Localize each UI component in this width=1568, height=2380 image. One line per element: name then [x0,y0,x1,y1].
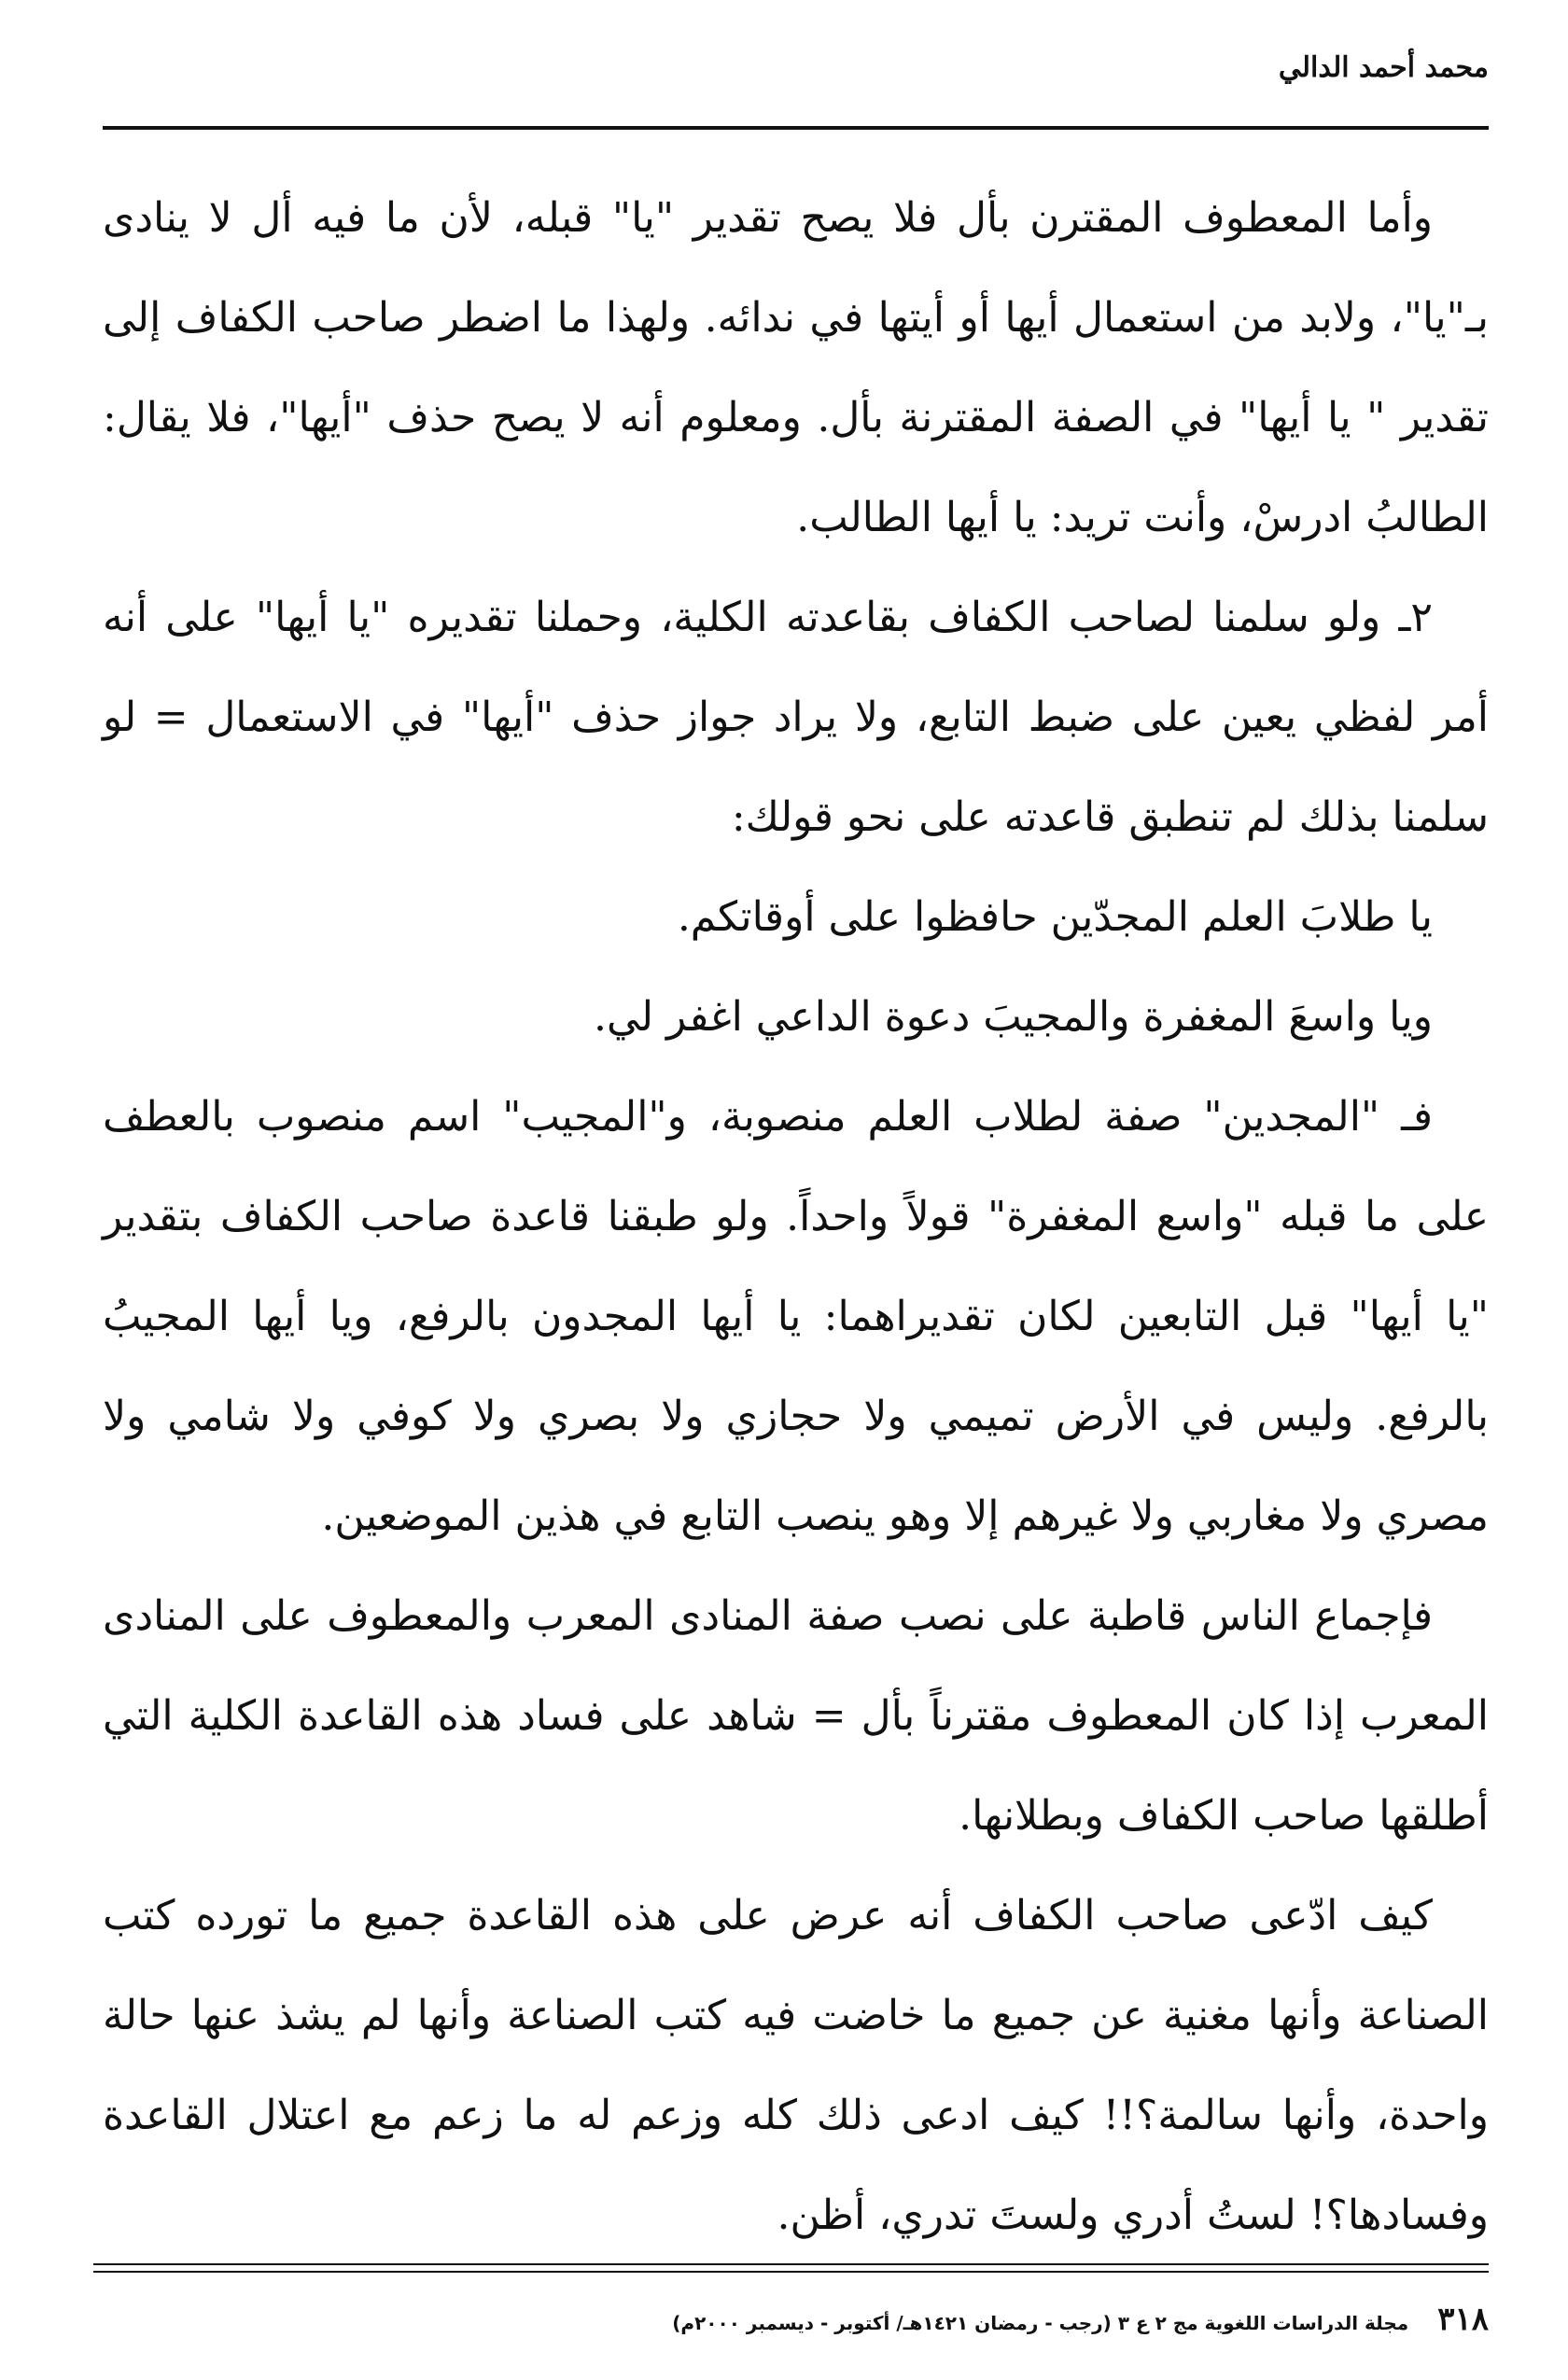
footer-rule-bottom [93,2271,1489,2273]
page-footer [672,2301,1489,2338]
footer-rule-top [93,2263,1489,2265]
paragraph-5: كيف ادّعى صاحب الكفاف أنه عرض على هذه القاعدة جميع ما تورده كتب الصناعة وأنها مغنية عن جميع ما خاضت فيه كتب الصناعة وأنها لم يشذ عنها حالة واحدة، وأنها سالمة؟!! كيف ادعى ذلك كله وزعم له ما زعم مع اعتلال القاعدة وفسادها؟! لستُ أدري ولستَ تدري، أظن. [103,1892,1490,2239]
article-body [103,168,1489,2265]
paragraph-2: ٢ـ ولو سلمنا لصاحب الكفاف بقاعدته الكلية، وحملنا تقديره "يا أيها" على أنه أمر لفظي يعين على ضبط التابع، ولا يراد جواز حذف "أيها" في الاستعمال = لو سلمنا بذلك لم تنطبق قاعدته على نحو قولك: [103,594,1489,841]
paragraph-3: فـ "المجدين" صفة لطلاب العلم منصوبة، و"المجيب" اسم منصوب بالعطف على ما قبله "واسع المغفرة" قولاً واحداً. ولو طبقنا قاعدة صاحب الكفاف بتقدير "يا أيها" قبل التابعين لكان تقديراهما: يا أيها المجدون بالرفع، ويا أيها المجيبُ بالرفع. وليس في الأرض تميمي ولا حجازي ولا بصري ولا كوفي ولا شامي ولا مصري ولا مغاربي ولا غيرهم إلا وهو ينصب التابع في هذين الموضعين. [103,1093,1489,1540]
running-header-author: محمد أحمد الدالي [1278,51,1489,84]
page-number: ٣١٨ [1437,2301,1489,2338]
example-line-1: يا طلابَ العلم المجدّين حافظوا على أوقاتكم. [677,893,1433,941]
example-line-2: ويا واسعَ المغفرة والمجيبَ دعوة الداعي اغفر لي. [594,993,1433,1041]
journal-citation: مجلة الدراسات اللغوية مج ٢ ع ٣ (رجب - رمضان ١٤٢١هـ/ أكتوبر - ديسمبر ٢٠٠٠م) [672,2312,1409,2334]
paragraph-4: فإجماع الناس قاطبة على نصب صفة المنادى المعرب والمعطوف على المنادى المعرب إذا كان المعطوف مقترناً بأل = شاهد على فساد هذه القاعدة الكلية التي أطلقها صاحب الكفاف وبطلانها. [103,1592,1489,1840]
paragraph-1: وأما المعطوف المقترن بأل فلا يصح تقدير "يا" قبله، لأن ما فيه أل لا ينادى بـ"يا"، ولابد من استعمال أيها أو أيتها في ندائه. ولهذا ما اضطر صاحب الكفاف إلى تقدير " يا أيها" في الصفة المقترنة بأل. ومعلوم أنه لا يصح حذف "أيها"، فلا يقال: الطالبُ ادرسْ، وأنت تريد: يا أيها الطالب. [103,194,1489,541]
header-rule [103,126,1489,130]
